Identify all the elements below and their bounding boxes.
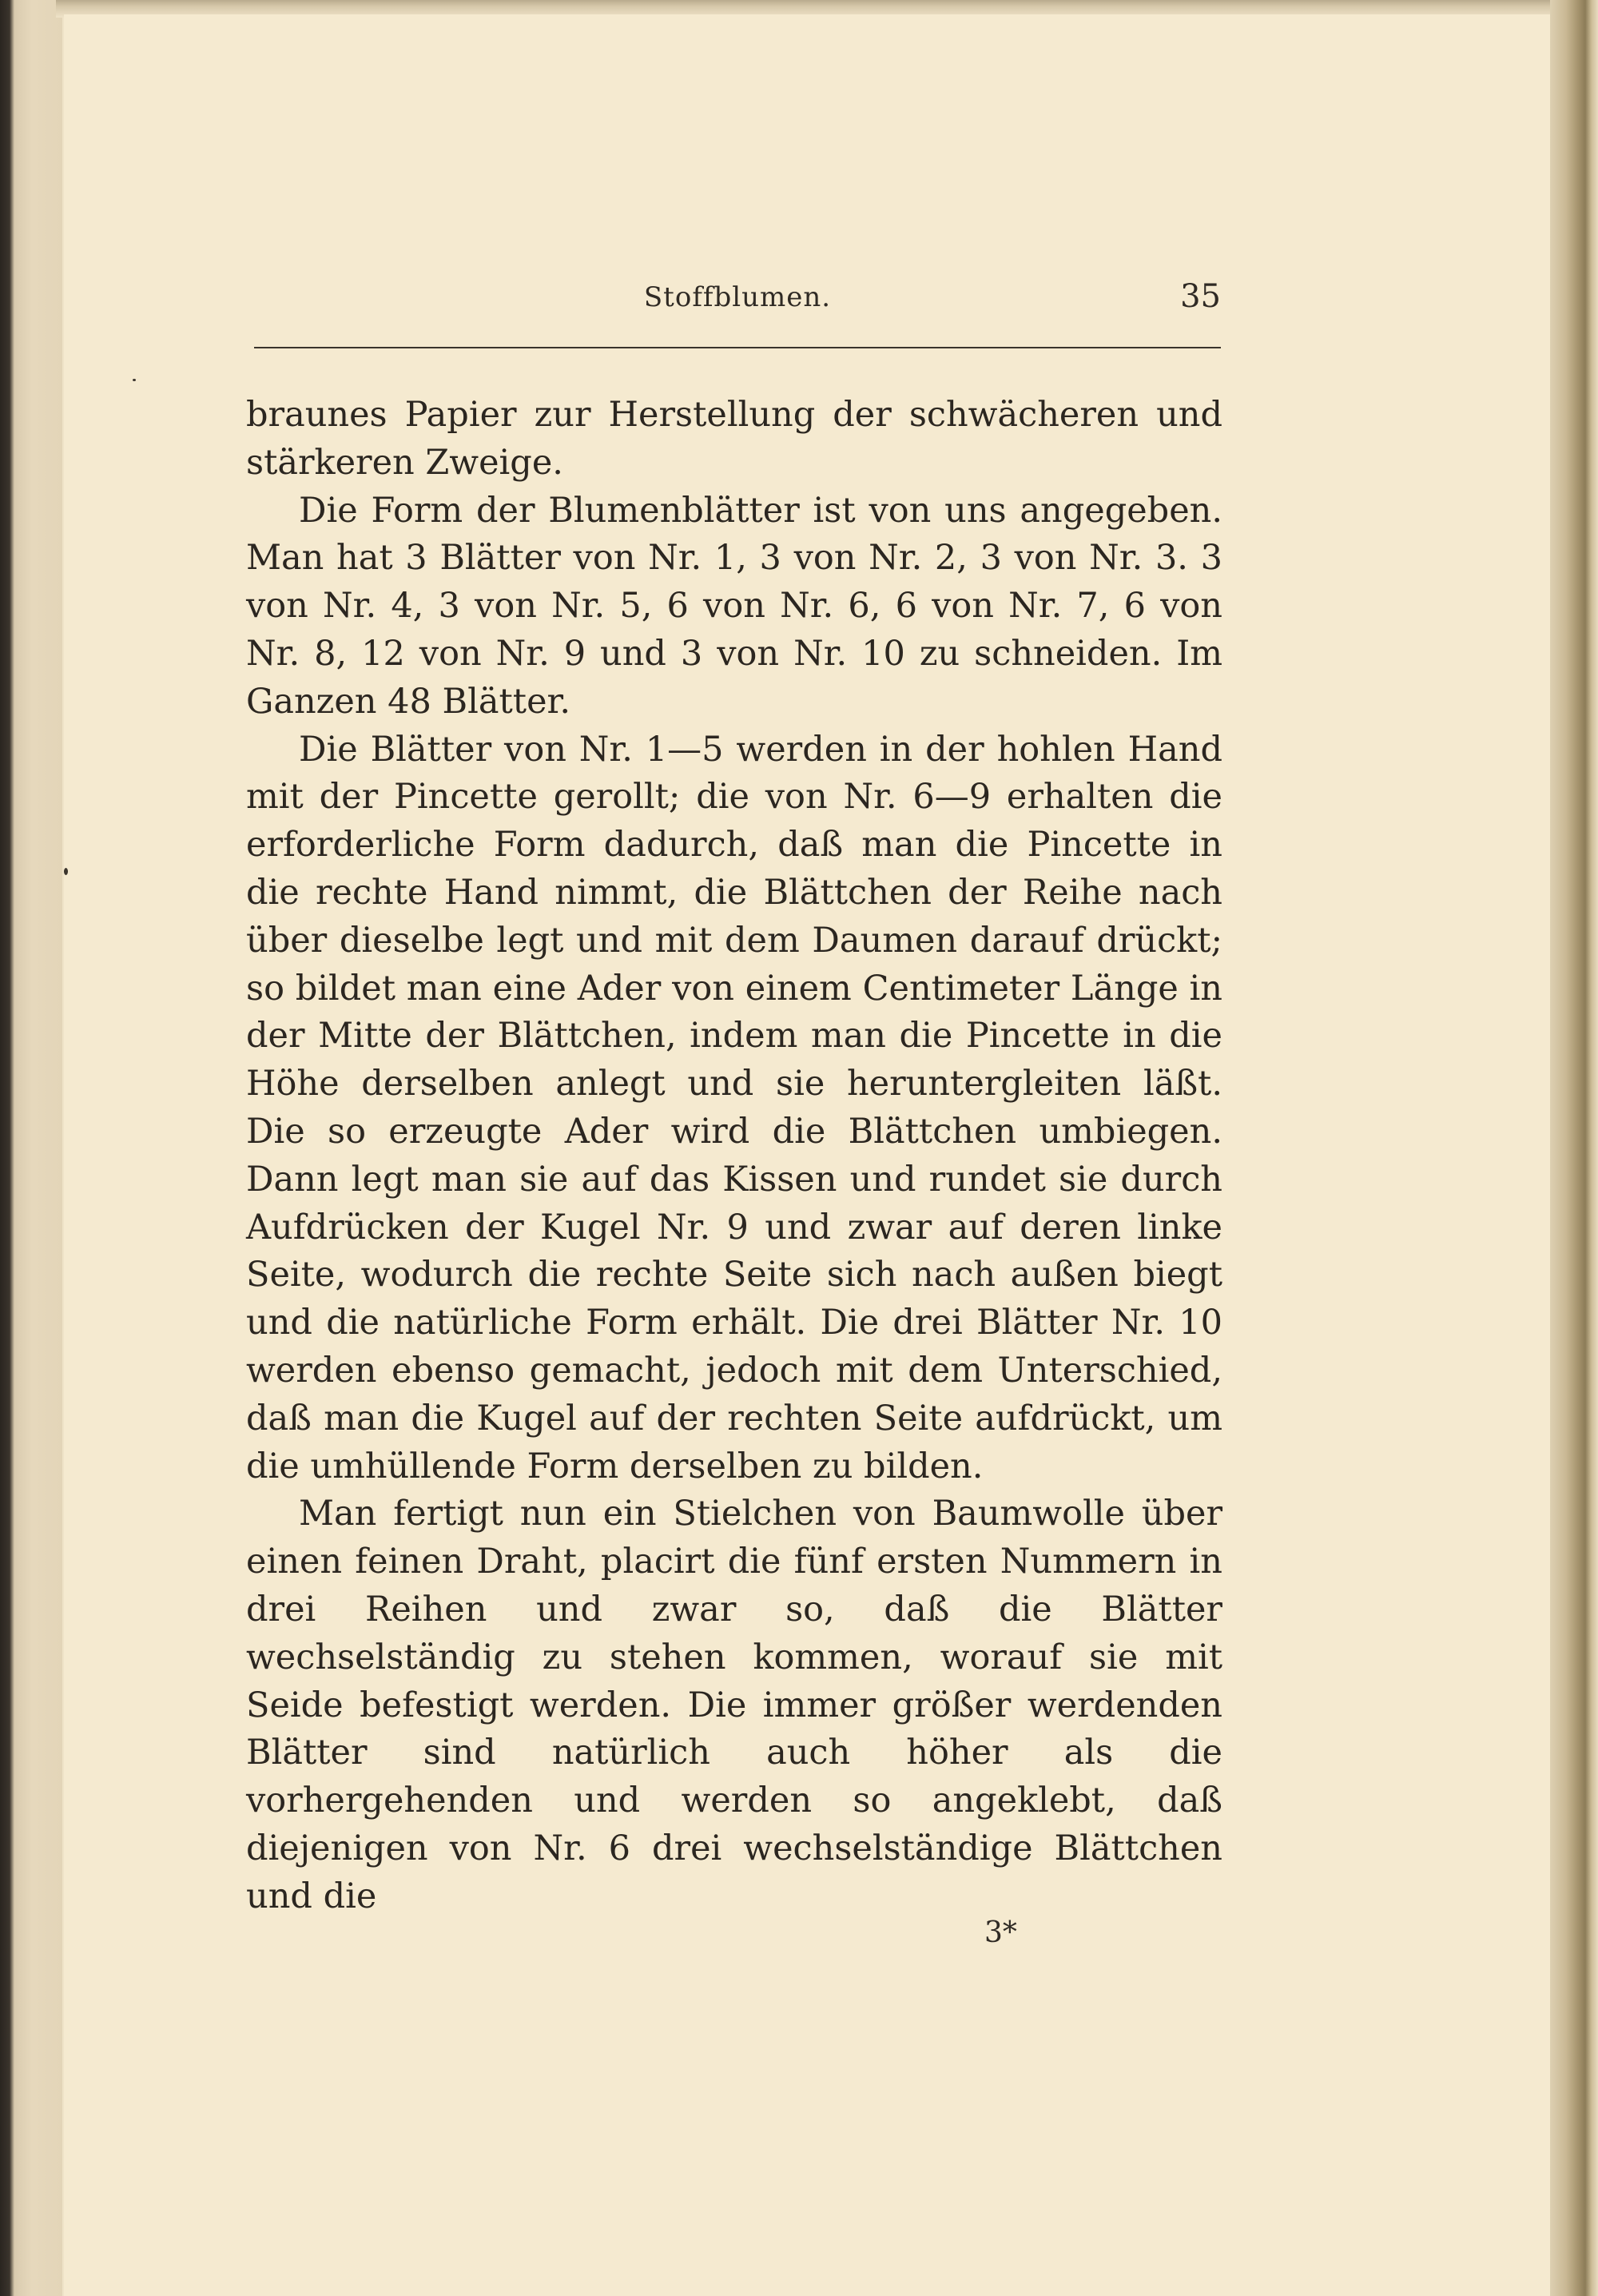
paragraph: Die Blätter von Nr. 1—5 werden in der hohlen Hand mit der Pincette gerollt; die von Nr. 6—9 erhalten die erforderliche Form dadurch, daß man die Pincette in die rechte Hand nimmt, die Blättchen der Reihe nach über dieselbe legt und mit dem Daumen darauf drückt; so bildet man eine Ader von einem Centimeter Länge in der Mitte der Blättchen, indem man die Pincette in die Höhe derselben anlegt und sie heruntergleiten läßt. Die so erzeugte Ader wird die Blättchen umbiegen. Dann legt man sie auf das Kissen und rundet sie durch Aufdrücken der Kugel Nr. 9 und zwar auf deren linke Seite, wodurch die rechte Seite sich nach außen biegt und die natürliche Form erhält. Die drei Blätter Nr. 10 werden ebenso gemacht, jedoch mit dem Unterschied, daß man die Kugel auf der rechten Seite aufdrückt, um die umhüllende Form derselben zu bilden.: [246, 729, 1222, 1486]
running-title: Stoffblumen.: [643, 281, 832, 313]
ink-speck: [133, 379, 136, 381]
page-fore-edge: [1550, 0, 1598, 2296]
body-text: [246, 392, 1222, 1921]
paragraph: Die Form der Blumenblätter ist von uns angegeben. Man hat 3 Blätter von Nr. 1, 3 von Nr. 2, 3 von Nr. 3. 3 von Nr. 4, 3 von Nr. 5, 6 von Nr. 6, 6 von Nr. 7, 6 von Nr. 8, 12 von Nr. 9 und 3 von Nr. 10 zu schneiden. Im Ganzen 48 Blätter.: [246, 490, 1222, 722]
paragraph-continued: braunes Papier zur Herstellung der schwächeren und stärkeren Zweige.: [246, 395, 1222, 483]
header-rule: [254, 347, 1221, 348]
ink-speck: [64, 868, 68, 875]
book-gutter: [0, 0, 62, 2296]
page-number: 35: [1180, 278, 1221, 315]
running-header: [254, 278, 1221, 323]
paragraph: Man fertigt nun ein Stielchen von Baumwolle über einen feinen Draht, placirt die fünf ersten Nummern in drei Reihen und zwar so, daß die Blätter wechselständig zu stehen kommen, worauf sie mit Seide befestigt werden. Die immer größer werdenden Blätter sind natürlich auch höher als die vorhergehenden und werden so angeklebt, daß diejenigen von Nr. 6 drei wechselständige Blättchen und die: [246, 1494, 1222, 1916]
signature-mark: 3*: [984, 1916, 1017, 1949]
